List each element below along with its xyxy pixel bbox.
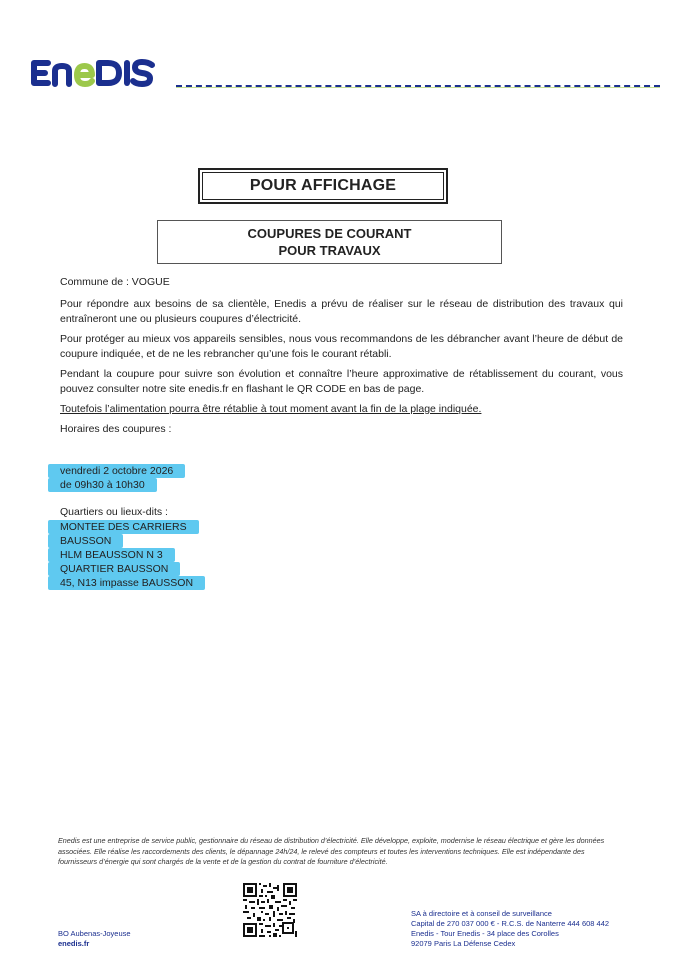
footer-company-line: Enedis - Tour Enedis - 34 place des Corolles <box>411 929 559 938</box>
notice-title: POUR AFFICHAGE <box>249 177 397 194</box>
footer-website-link[interactable]: enedis.fr <box>58 939 90 948</box>
paragraph-protect: Pour protéger au mieux vos appareils sensibles, nous vous recommandons de les débrancher avant l’heure de début de coupure indiquée, et de ne les rebrancher qu’une fois le courant rétabli. <box>60 333 623 360</box>
footer-office: BO Aubenas-Joyeuse <box>58 929 131 938</box>
commune-label: Commune de : VOGUE <box>60 276 170 288</box>
footer-company-line: 92079 Paris La Défense Cedex <box>411 939 516 948</box>
quartiers-label: Quartiers ou lieux-dits : <box>60 506 168 518</box>
footer-left <box>58 929 131 949</box>
qr-code-icon <box>243 883 297 937</box>
header-divider-accent <box>176 87 660 88</box>
footer-company-info <box>411 909 609 949</box>
footer-company-line: Capital de 270 037 000 € - R.C.S. de Nanterre 444 608 442 <box>411 919 610 928</box>
horaires-label: Horaires des coupures : <box>60 423 172 435</box>
legal-notice: Enedis est une entreprise de service public, gestionnaire du réseau de distribution d’électricité. Elle développe, exploite, modernise le réseau électrique et gère les données associées. Elle réalise les raccordements des clients, le dépannage 24h/24, le relevé des compteurs et toutes les interventions techniques. Elle est indépendante des fournisseurs d’énergie qui sont chargés de la vente et de la gestion du contrat de fourniture d’électricité. <box>58 836 605 866</box>
quartier-item: BAUSSON <box>48 534 123 548</box>
notice-subtitle-box <box>157 220 502 264</box>
outage-time: de 09h30 à 10h30 <box>48 478 157 492</box>
notice-subtitle-line1: COUPURES DE COURANT <box>247 226 412 241</box>
notice-title-box <box>198 168 448 204</box>
quartier-item: HLM BEAUSSON N 3 <box>48 548 175 562</box>
outage-date: vendredi 2 octobre 2026 <box>48 464 185 478</box>
paragraph-warning: Toutefois l’alimentation pourra être rétablie à tout moment avant la fin de la plage indiquée. <box>60 403 482 415</box>
enedis-logo <box>30 56 172 90</box>
notice-subtitle-line2: POUR TRAVAUX <box>278 243 381 258</box>
qr-code[interactable] <box>243 883 297 937</box>
enedis-logo-icon <box>30 56 172 90</box>
quartier-item: 45, N13 impasse BAUSSON <box>48 576 205 590</box>
quartiers-list <box>60 520 205 590</box>
paragraph-follow: Pendant la coupure pour suivre son évolution et connaître l’heure approximative de rétablissement du courant, vous pouvez consulter notre site enedis.fr en flashant le QR CODE en bas de page. <box>60 368 623 395</box>
footer-company-line: SA à directoire et à conseil de surveillance <box>411 909 552 918</box>
quartier-item: MONTEE DES CARRIERS <box>48 520 199 534</box>
quartier-item: QUARTIER BAUSSON <box>48 562 180 576</box>
schedule-block <box>60 464 185 492</box>
paragraph-intro: Pour répondre aux besoins de sa clientèle, Enedis a prévu de réaliser sur le réseau de distribution des travaux qui entraîneront une ou plusieurs coupures d’électricité. <box>60 298 623 325</box>
